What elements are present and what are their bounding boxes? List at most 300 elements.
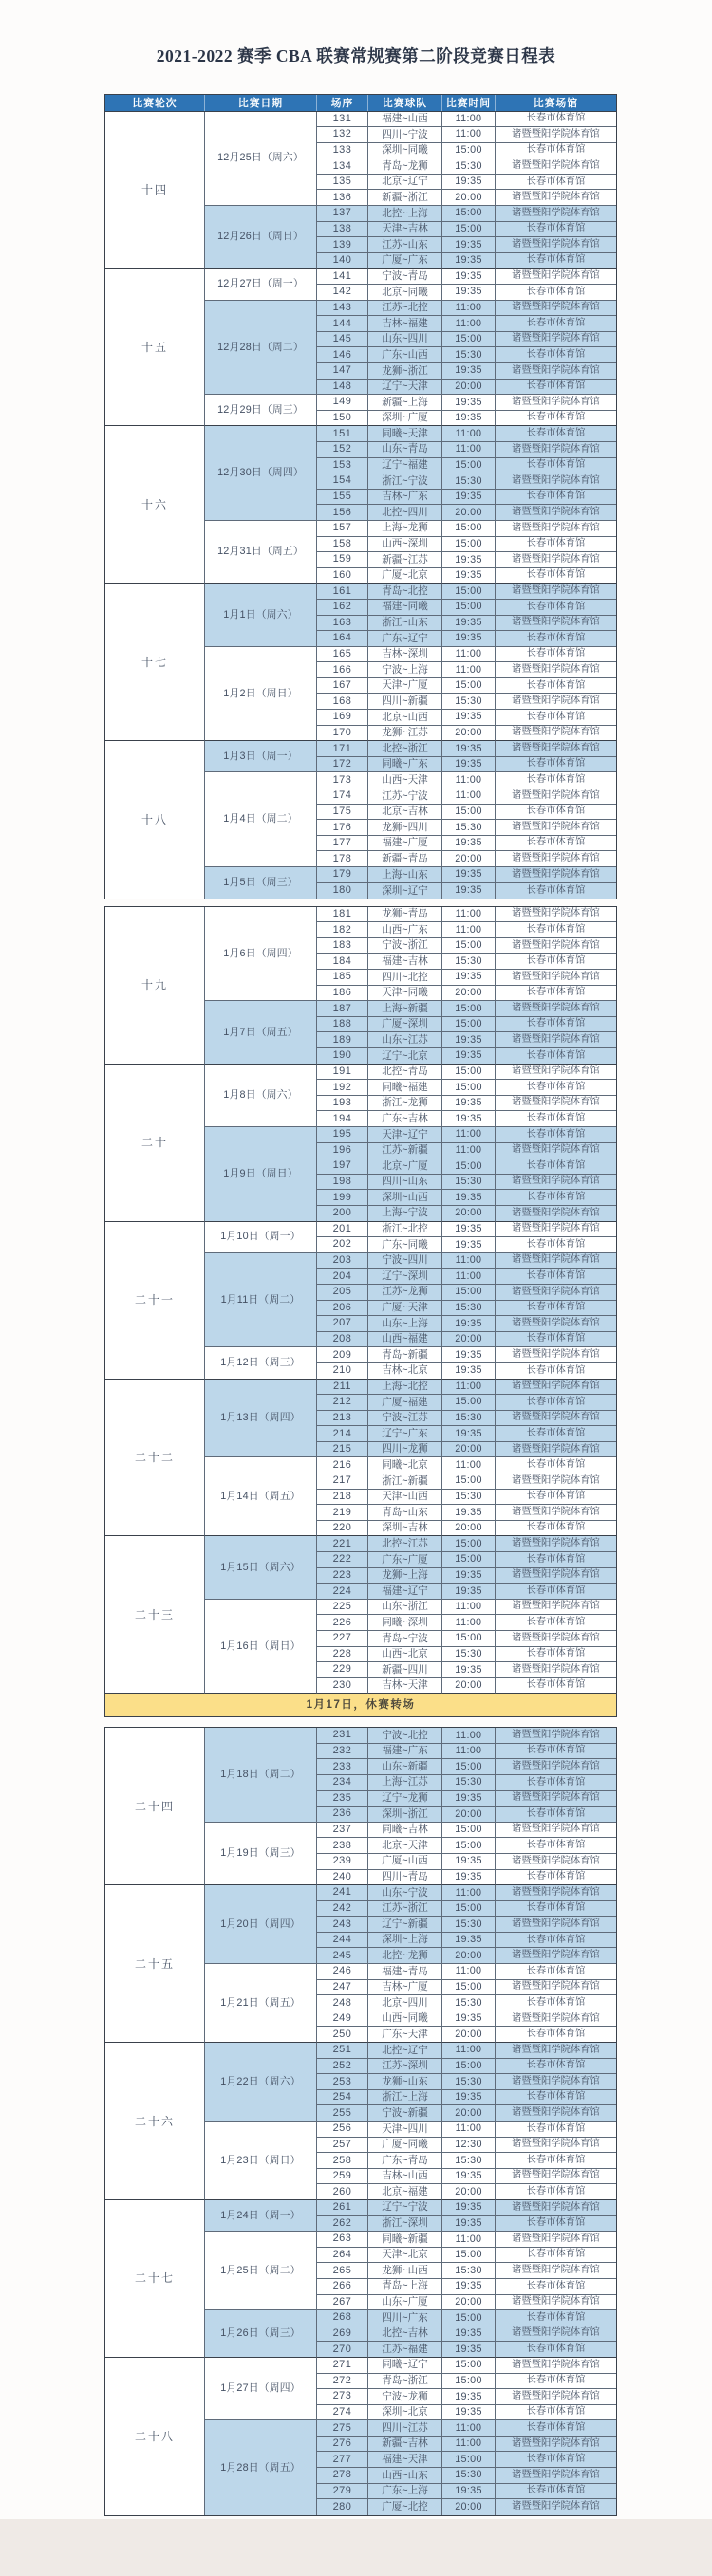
teams-cell: 江苏~宁波	[368, 788, 442, 805]
round-cell: 二十一	[105, 1222, 205, 1380]
time-cell: 19:35	[442, 2405, 496, 2421]
venue-cell: 长春市体育馆	[496, 426, 616, 442]
game-no-cell: 269	[317, 2326, 368, 2343]
time-cell: 19:35	[442, 1363, 496, 1380]
date-cell: 1月10日（周一）	[205, 1222, 317, 1253]
teams-cell: 龙狮~青岛	[368, 907, 442, 923]
game-no-cell: 231	[317, 1728, 368, 1744]
venue-cell: 诸暨暨阳学院体育馆	[496, 616, 616, 632]
time-cell: 19:35	[442, 2200, 496, 2216]
game-no-cell: 131	[317, 112, 368, 128]
game-no-cell: 201	[317, 1222, 368, 1238]
venue-cell: 长春市体育馆	[496, 2374, 616, 2390]
venue-cell: 长春市体育馆	[496, 222, 616, 238]
teams-cell: 同曦~福建	[368, 1080, 442, 1096]
game-no-cell: 136	[317, 190, 368, 206]
time-cell: 15:00	[442, 678, 496, 695]
time-cell: 19:35	[442, 175, 496, 191]
teams-cell: 浙江~宁波	[368, 473, 442, 490]
time-cell: 11:00	[442, 2043, 496, 2059]
time-cell: 19:35	[442, 253, 496, 269]
venue-cell: 诸暨暨阳学院体育馆	[496, 1473, 616, 1490]
teams-cell: 浙江~北控	[368, 1222, 442, 1238]
venue-cell: 诸暨暨阳学院体育馆	[496, 851, 616, 867]
time-cell: 20:00	[442, 1807, 496, 1823]
round-cell: 十六	[105, 426, 205, 584]
time-cell: 15:00	[442, 521, 496, 537]
date-cell: 1月24日（周一）	[205, 2200, 317, 2232]
venue-cell: 诸暨暨阳学院体育馆	[496, 2138, 616, 2154]
venue-cell: 长春市体育馆	[496, 2184, 616, 2200]
time-cell: 19:35	[442, 631, 496, 647]
time-cell: 12:30	[442, 2138, 496, 2154]
venue-cell: 诸暨暨阳学院体育馆	[496, 1001, 616, 1017]
game-no-cell: 187	[317, 1001, 368, 1017]
teams-cell: 新疆~江苏	[368, 552, 442, 568]
teams-cell: 同曦~广东	[368, 757, 442, 773]
venue-cell: 诸暨暨阳学院体育馆	[496, 2326, 616, 2343]
time-cell: 20:00	[442, 726, 496, 742]
game-no-cell: 279	[317, 2484, 368, 2500]
venue-cell: 长春市体育馆	[496, 1457, 616, 1473]
teams-cell: 新疆~青岛	[368, 851, 442, 867]
teams-cell: 山东~江苏	[368, 1032, 442, 1048]
teams-cell: 广东~辽宁	[368, 631, 442, 647]
venue-cell: 长春市体育馆	[496, 1111, 616, 1127]
time-cell: 15:00	[442, 584, 496, 600]
teams-cell: 北控~上海	[368, 206, 442, 222]
venue-cell: 诸暨暨阳学院体育馆	[496, 301, 616, 317]
time-cell: 11:00	[442, 647, 496, 663]
game-no-cell: 144	[317, 316, 368, 332]
venue-cell: 长春市体育馆	[496, 600, 616, 616]
game-no-cell: 263	[317, 2232, 368, 2248]
venue-cell: 长春市体育馆	[496, 1363, 616, 1380]
venue-cell: 诸暨暨阳学院体育馆	[496, 521, 616, 537]
game-no-cell: 170	[317, 726, 368, 742]
teams-cell: 天津~同曦	[368, 986, 442, 1002]
venue-cell: 长春市体育馆	[496, 1521, 616, 1537]
teams-cell: 广厦~北京	[368, 568, 442, 584]
schedule-block-1	[104, 111, 617, 900]
time-cell: 19:35	[442, 1426, 496, 1442]
game-no-cell: 235	[317, 1791, 368, 1807]
time-cell: 19:35	[442, 1316, 496, 1332]
game-no-cell: 218	[317, 1490, 368, 1506]
game-no-cell: 223	[317, 1568, 368, 1585]
game-no-cell: 254	[317, 2090, 368, 2106]
time-cell: 15:00	[442, 2358, 496, 2374]
venue-cell: 诸暨暨阳学院体育馆	[496, 1568, 616, 1585]
time-cell: 19:35	[442, 2484, 496, 2500]
game-no-cell: 276	[317, 2437, 368, 2453]
header-cell: 比赛日期	[205, 95, 317, 111]
venue-cell: 诸暨暨阳学院体育馆	[496, 1143, 616, 1159]
game-no-cell: 139	[317, 237, 368, 253]
date-cell: 1月3日（周一）	[205, 741, 317, 772]
schedule-table	[104, 94, 617, 2516]
time-cell: 11:00	[442, 662, 496, 678]
teams-cell: 广东~上海	[368, 2484, 442, 2500]
game-no-cell: 199	[317, 1190, 368, 1206]
venue-cell: 长春市体育馆	[496, 1584, 616, 1600]
teams-cell: 江苏~深圳	[368, 2059, 442, 2075]
time-cell: 19:35	[442, 2011, 496, 2028]
date-cell: 1月9日（周日）	[205, 1127, 317, 1222]
teams-cell: 青岛~山东	[368, 1505, 442, 1521]
game-no-cell: 229	[317, 1662, 368, 1678]
time-cell: 20:00	[442, 1521, 496, 1537]
header-cell: 场序	[317, 95, 368, 111]
game-no-cell: 155	[317, 490, 368, 506]
teams-cell: 青岛~北控	[368, 584, 442, 600]
time-cell: 20:00	[442, 1442, 496, 1458]
venue-cell: 长春市体育馆	[496, 2405, 616, 2421]
time-cell: 15:30	[442, 2153, 496, 2169]
game-no-cell: 150	[317, 411, 368, 427]
game-no-cell: 194	[317, 1111, 368, 1127]
venue-cell: 诸暨暨阳学院体育馆	[496, 1206, 616, 1222]
teams-cell: 上海~北控	[368, 1380, 442, 1396]
teams-cell: 吉林~山西	[368, 2169, 442, 2185]
round-cell: 十七	[105, 584, 205, 741]
game-no-cell: 143	[317, 301, 368, 317]
game-no-cell: 255	[317, 2105, 368, 2122]
time-cell: 20:00	[442, 851, 496, 867]
game-no-cell: 219	[317, 1505, 368, 1521]
blocks-host	[104, 111, 617, 2516]
teams-cell: 上海~山东	[368, 867, 442, 883]
time-cell: 15:00	[442, 1536, 496, 1552]
venue-cell: 诸暨暨阳学院体育馆	[496, 237, 616, 253]
venue-cell: 长春市体育馆	[496, 1775, 616, 1791]
venue-cell: 诸暨暨阳学院体育馆	[496, 1759, 616, 1775]
game-no-cell: 165	[317, 647, 368, 663]
teams-cell: 北京~同曦	[368, 285, 442, 301]
round-cell: 二十	[105, 1065, 205, 1222]
venue-cell: 长春市体育馆	[496, 1678, 616, 1695]
teams-cell: 深圳~同曦	[368, 143, 442, 159]
time-cell: 19:35	[442, 2216, 496, 2233]
venue-cell: 诸暨暨阳学院体育馆	[496, 1662, 616, 1678]
date-cell: 1月27日（周四）	[205, 2358, 317, 2420]
time-cell: 15:00	[442, 2310, 496, 2326]
game-no-cell: 203	[317, 1253, 368, 1269]
break-row: 1月17日，休赛转场	[105, 1694, 616, 1716]
teams-cell: 宁波~浙江	[368, 938, 442, 954]
game-no-cell: 197	[317, 1158, 368, 1175]
teams-cell: 深圳~山西	[368, 1190, 442, 1206]
venue-cell: 诸暨暨阳学院体育馆	[496, 907, 616, 923]
teams-cell: 吉林~北京	[368, 1363, 442, 1380]
venue-cell: 长春市体育馆	[496, 631, 616, 647]
date-cell: 1月8日（周六）	[205, 1065, 317, 1127]
date-cell: 1月6日（周四）	[205, 907, 317, 1002]
venue-cell: 长春市体育馆	[496, 2090, 616, 2106]
venue-cell: 诸暨暨阳学院体育馆	[496, 2437, 616, 2453]
date-cell: 1月7日（周五）	[205, 1001, 317, 1064]
venue-cell: 诸暨暨阳学院体育馆	[496, 363, 616, 380]
venue-cell: 诸暨暨阳学院体育馆	[496, 1948, 616, 1964]
teams-cell: 广厦~同曦	[368, 2138, 442, 2154]
time-cell: 19:35	[442, 1662, 496, 1678]
time-cell: 19:35	[442, 710, 496, 726]
teams-cell: 广东~山西	[368, 347, 442, 363]
venue-cell: 长春市体育馆	[496, 757, 616, 773]
venue-cell: 诸暨暨阳学院体育馆	[496, 442, 616, 458]
venue-cell: 诸暨暨阳学院体育馆	[496, 269, 616, 285]
venue-cell: 长春市体育馆	[496, 1332, 616, 1348]
venue-cell: 长春市体育馆	[496, 380, 616, 396]
time-cell: 15:30	[442, 954, 496, 970]
venue-cell: 诸暨暨阳学院体育馆	[496, 2169, 616, 2185]
game-no-cell: 195	[317, 1127, 368, 1143]
teams-cell: 江苏~新疆	[368, 1143, 442, 1159]
game-no-cell: 270	[317, 2342, 368, 2358]
venue-cell: 诸暨暨阳学院体育馆	[496, 1728, 616, 1744]
round-cell: 十四	[105, 112, 205, 269]
venue-cell: 诸暨暨阳学院体育馆	[496, 1917, 616, 1933]
venue-cell: 诸暨暨阳学院体育馆	[496, 1096, 616, 1112]
teams-cell: 宁波~龙狮	[368, 2389, 442, 2405]
venue-cell: 长春市体育馆	[496, 1807, 616, 1823]
venue-cell: 诸暨暨阳学院体育馆	[496, 1631, 616, 1647]
time-cell: 11:00	[442, 1615, 496, 1631]
game-no-cell: 208	[317, 1332, 368, 1348]
time-cell: 15:00	[442, 1838, 496, 1854]
teams-cell: 深圳~辽宁	[368, 883, 442, 899]
time-cell: 19:35	[442, 490, 496, 506]
teams-cell: 龙狮~四川	[368, 820, 442, 836]
teams-cell: 福建~广东	[368, 1744, 442, 1760]
teams-cell: 深圳~广厦	[368, 411, 442, 427]
game-no-cell: 243	[317, 1917, 368, 1933]
time-cell: 15:00	[442, 1158, 496, 1175]
venue-cell: 长春市体育馆	[496, 2484, 616, 2500]
game-no-cell: 272	[317, 2374, 368, 2390]
game-no-cell: 236	[317, 1807, 368, 1823]
teams-cell: 同曦~深圳	[368, 1615, 442, 1631]
round-cell: 二十八	[105, 2358, 205, 2515]
game-no-cell: 175	[317, 805, 368, 821]
teams-cell: 青岛~龙狮	[368, 158, 442, 175]
teams-cell: 青岛~浙江	[368, 2374, 442, 2390]
game-no-cell: 196	[317, 1143, 368, 1159]
round-cell: 十八	[105, 741, 205, 899]
venue-cell: 诸暨暨阳学院体育馆	[496, 473, 616, 490]
time-cell: 15:00	[442, 206, 496, 222]
time-cell: 19:35	[442, 2169, 496, 2185]
round-cell: 二十五	[105, 1885, 205, 2043]
game-no-cell: 277	[317, 2452, 368, 2468]
venue-cell: 长春市体育馆	[496, 678, 616, 695]
teams-cell: 福建~天津	[368, 2452, 442, 2468]
round-cell: 二十三	[105, 1536, 205, 1694]
venue-cell: 长春市体育馆	[496, 1933, 616, 1949]
venue-cell: 长春市体育馆	[496, 954, 616, 970]
time-cell: 15:00	[442, 2374, 496, 2390]
teams-cell: 广厦~天津	[368, 1301, 442, 1317]
date-cell: 1月12日（周三）	[205, 1347, 317, 1379]
round-cell: 二十四	[105, 1728, 205, 1885]
venue-cell: 诸暨暨阳学院体育馆	[496, 1536, 616, 1552]
teams-cell: 吉林~深圳	[368, 647, 442, 663]
time-cell: 19:35	[442, 285, 496, 301]
teams-cell: 天津~广厦	[368, 678, 442, 695]
date-cell: 1月26日（周三）	[205, 2310, 317, 2358]
venue-cell: 诸暨暨阳学院体育馆	[496, 867, 616, 883]
game-no-cell: 138	[317, 222, 368, 238]
time-cell: 15:00	[442, 1631, 496, 1647]
venue-cell: 诸暨暨阳学院体育馆	[496, 158, 616, 175]
game-no-cell: 228	[317, 1647, 368, 1663]
time-cell: 19:35	[442, 1032, 496, 1048]
teams-cell: 上海~龙狮	[368, 521, 442, 537]
teams-cell: 广厦~深圳	[368, 1017, 442, 1033]
venue-cell: 诸暨暨阳学院体育馆	[496, 1411, 616, 1427]
time-cell: 19:35	[442, 1190, 496, 1206]
schedule-block-2	[104, 906, 617, 1717]
teams-cell: 山西~福建	[368, 1332, 442, 1348]
game-no-cell: 168	[317, 694, 368, 710]
time-cell: 19:35	[442, 2389, 496, 2405]
venue-cell: 长春市体育馆	[496, 986, 616, 1002]
game-no-cell: 191	[317, 1065, 368, 1081]
time-cell: 15:30	[442, 1175, 496, 1191]
teams-cell: 同曦~辽宁	[368, 2358, 442, 2374]
teams-cell: 北控~辽宁	[368, 2043, 442, 2059]
teams-cell: 吉林~福建	[368, 316, 442, 332]
game-no-cell: 239	[317, 1854, 368, 1870]
game-no-cell: 184	[317, 954, 368, 970]
game-no-cell: 280	[317, 2499, 368, 2515]
teams-cell: 上海~新疆	[368, 1001, 442, 1017]
teams-cell: 深圳~浙江	[368, 1807, 442, 1823]
time-cell: 11:00	[442, 1457, 496, 1473]
game-no-cell: 147	[317, 363, 368, 380]
teams-cell: 浙江~山东	[368, 616, 442, 632]
time-cell: 19:35	[442, 1222, 496, 1238]
time-cell: 15:00	[442, 332, 496, 348]
time-cell: 11:00	[442, 1600, 496, 1616]
time-cell: 11:00	[442, 1380, 496, 1396]
venue-cell: 长春市体育馆	[496, 2027, 616, 2043]
header-cell: 比赛场馆	[533, 97, 579, 109]
game-no-cell: 212	[317, 1395, 368, 1411]
time-cell: 15:00	[442, 1080, 496, 1096]
venue-cell: 诸暨暨阳学院体育馆	[496, 2499, 616, 2515]
schedule-block-3	[104, 1727, 617, 2516]
game-no-cell: 217	[317, 1473, 368, 1490]
teams-cell: 宁波~新疆	[368, 2105, 442, 2122]
teams-cell: 浙江~新疆	[368, 1473, 442, 1490]
venue-cell: 长春市体育馆	[496, 2420, 616, 2437]
game-no-cell: 156	[317, 505, 368, 521]
game-no-cell: 152	[317, 442, 368, 458]
venue-cell: 长春市体育馆	[496, 2059, 616, 2075]
teams-cell: 同曦~新疆	[368, 2232, 442, 2248]
time-cell: 11:00	[442, 1269, 496, 1285]
time-cell: 11:00	[442, 301, 496, 317]
time-cell: 11:00	[442, 1143, 496, 1159]
game-no-cell: 233	[317, 1759, 368, 1775]
teams-cell: 山东~青岛	[368, 442, 442, 458]
time-cell: 15:30	[442, 158, 496, 175]
venue-cell: 长春市体育馆	[496, 2248, 616, 2264]
game-no-cell: 178	[317, 851, 368, 867]
teams-cell: 福建~吉林	[368, 954, 442, 970]
venue-cell: 长春市体育馆	[496, 2122, 616, 2138]
time-cell: 11:00	[442, 2232, 496, 2248]
venue-cell: 诸暨暨阳学院体育馆	[496, 1505, 616, 1521]
teams-cell: 福建~广厦	[368, 836, 442, 852]
teams-cell: 广厦~福建	[368, 1395, 442, 1411]
venue-cell: 长春市体育馆	[496, 1190, 616, 1206]
time-cell: 15:00	[442, 1901, 496, 1918]
time-cell: 15:00	[442, 1823, 496, 1839]
game-no-cell: 278	[317, 2468, 368, 2484]
venue-cell: 长春市体育馆	[496, 1838, 616, 1854]
round-cell: 二十七	[105, 2200, 205, 2358]
venue-cell: 长春市体育馆	[496, 772, 616, 788]
teams-cell: 四川~宁波	[368, 127, 442, 143]
venue-cell: 长春市体育馆	[496, 175, 616, 191]
time-cell: 11:00	[442, 1744, 496, 1760]
date-cell: 12月26日（周日）	[205, 206, 317, 269]
teams-cell: 山东~浙江	[368, 1600, 442, 1616]
venue-cell: 长春市体育馆	[496, 316, 616, 332]
teams-cell: 天津~吉林	[368, 222, 442, 238]
teams-cell: 四川~北控	[368, 970, 442, 986]
venue-cell: 诸暨暨阳学院体育馆	[496, 1600, 616, 1616]
game-no-cell: 146	[317, 347, 368, 363]
teams-cell: 宁波~北控	[368, 1728, 442, 1744]
teams-cell: 上海~江苏	[368, 1775, 442, 1791]
time-cell: 20:00	[442, 505, 496, 521]
teams-cell: 北控~青岛	[368, 1065, 442, 1081]
game-no-cell: 154	[317, 473, 368, 490]
venue-cell: 长春市体育馆	[496, 1901, 616, 1918]
venue-cell: 诸暨暨阳学院体育馆	[496, 938, 616, 954]
teams-cell: 同曦~天津	[368, 426, 442, 442]
time-cell: 15:30	[442, 2263, 496, 2279]
venue-cell: 诸暨暨阳学院体育馆	[496, 1885, 616, 1901]
teams-cell: 同曦~北京	[368, 1457, 442, 1473]
teams-cell: 北京~四川	[368, 1995, 442, 2011]
teams-cell: 广东~天津	[368, 2027, 442, 2043]
teams-cell: 福建~辽宁	[368, 1584, 442, 1600]
time-cell: 15:00	[442, 2248, 496, 2264]
game-no-cell: 153	[317, 458, 368, 474]
block-gap	[104, 1717, 617, 1727]
time-cell: 11:00	[442, 2420, 496, 2437]
venue-cell: 诸暨暨阳学院体育馆	[496, 395, 616, 411]
time-cell: 15:30	[442, 473, 496, 490]
time-cell: 11:00	[442, 316, 496, 332]
time-cell: 19:35	[442, 2090, 496, 2106]
page-title: 2021-2022 赛季 CBA 联赛常规赛第二阶段竞赛日程表	[156, 46, 556, 65]
teams-cell: 吉林~广厦	[368, 1980, 442, 1996]
teams-cell: 山东~上海	[368, 1316, 442, 1332]
game-no-cell: 141	[317, 269, 368, 285]
venue-cell: 长春市体育馆	[496, 537, 616, 553]
game-no-cell: 222	[317, 1552, 368, 1568]
time-cell: 19:35	[442, 883, 496, 899]
time-cell: 15:00	[442, 1759, 496, 1775]
date-cell: 1月21日（周五）	[205, 1964, 317, 2043]
venue-cell: 诸暨暨阳学院体育馆	[496, 694, 616, 710]
time-cell: 19:35	[442, 1933, 496, 1949]
